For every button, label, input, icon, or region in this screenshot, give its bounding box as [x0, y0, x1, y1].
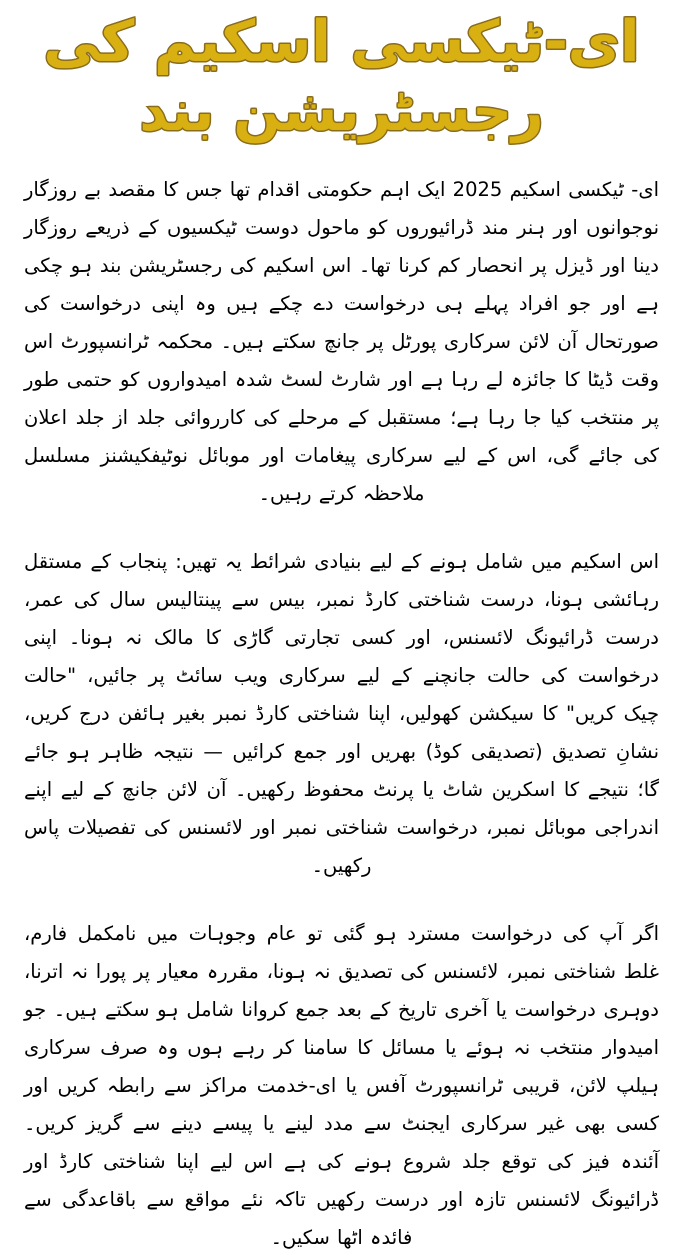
article-body: [24, 171, 659, 1257]
body-paragraph-2: اس اسکیم میں شامل ہونے کے لیے بنیادی شرائط یہ تھیں: پنجاب کے مستقل رہائشی ہونا، درست شناختی کارڈ نمبر، بیس سے پینتالیس سال کی عمر، درست ڈرائیونگ لائسنس، اور کسی تجارتی گاڑی کا مالک نہ ہونا۔ اپنی درخواست کی حالت جانچنے کے لیے سرکاری ویب سائٹ پر جائیں، "حالت چیک کریں" کا سیکشن کھولیں، اپنا شناختی کارڈ نمبر بغیر ہائفن درج کریں، نشانِ تصدیق (تصدیقی کوڈ) بھریں اور جمع کرائیں — نتیجہ ظاہر ہو جائے گا؛ نتیجے کا اسکرین شاٹ یا پرنٹ محفوظ رکھیں۔ آن لائن جانچ کے لیے اپنے اندراجی موبائل نمبر، درخواست شناختی نمبر اور لائسنس کی تفصیلات پاس رکھیں۔: [24, 549, 659, 877]
body-paragraph-1: ای- ٹیکسی اسکیم 2025 ایک اہم حکومتی اقدام تھا جس کا مقصد بے روزگار نوجوانوں اور ہنر مند ڈرائیوروں کو ماحول دوست ٹیکسیوں کے ذریعے روزگار دینا اور ڈیزل پر انحصار کم کرنا تھا۔ اس اسکیم کی رجسٹریشن بند ہو چکی ہے اور جو افراد پہلے ہی درخواست دے چکے ہیں وہ اپنی درخواست کی صورتحال آن لائن سرکاری پورٹل پر جانچ سکتے ہیں۔ محکمہ ٹرانسپورٹ اس وقت ڈیٹا کا جائزہ لے رہا ہے اور شارٹ لسٹ شدہ امیدواروں کو حتمی طور پر منتخب کیا جا رہا ہے؛ مستقبل کے مرحلے کی کارروائی جلد از جلد اعلان کی جائے گی، اس کے لیے سرکاری پیغامات اور موبائل نوٹیفکیشنز مسلسل ملاحظہ کرتے رہیں۔: [24, 177, 659, 505]
headline-line-1: ای-ٹیکسی اسکیم کی: [43, 9, 640, 75]
headline-line-2: رجسٹریشن بند: [139, 78, 544, 143]
page-title: [24, 0, 659, 145]
body-paragraph-3: اگر آپ کی درخواست مسترد ہو گئی تو عام وجوہات میں نامکمل فارم، غلط شناختی نمبر، لائسنس کی تصدیق نہ ہونا، مقررہ معیار پر پورا نہ اترنا، دوہری درخواست یا آخری تاریخ کے بعد جمع کروانا شامل ہو سکتے ہیں۔ جو امیدوار منتخب نہ ہوئے یا مسائل کا سامنا کر رہے ہوں وہ صرف سرکاری ہیلپ لائن، قریبی ٹرانسپورٹ آفس یا ای-خدمت مراکز سے رابطہ کریں اور کسی بھی غیر سرکاری ایجنٹ سے مدد لینے یا پیسے دینے سے گریز کریں۔ آئندہ فیز کی توقع جلد شروع ہونے کی ہے اس لیے اپنا شناختی کارڈ اور ڈرائیونگ لائسنس تازہ اور درست رکھیں تاکہ نئے مواقع سے باقاعدگی سے فائدہ اٹھا سکیں۔: [24, 921, 659, 1249]
